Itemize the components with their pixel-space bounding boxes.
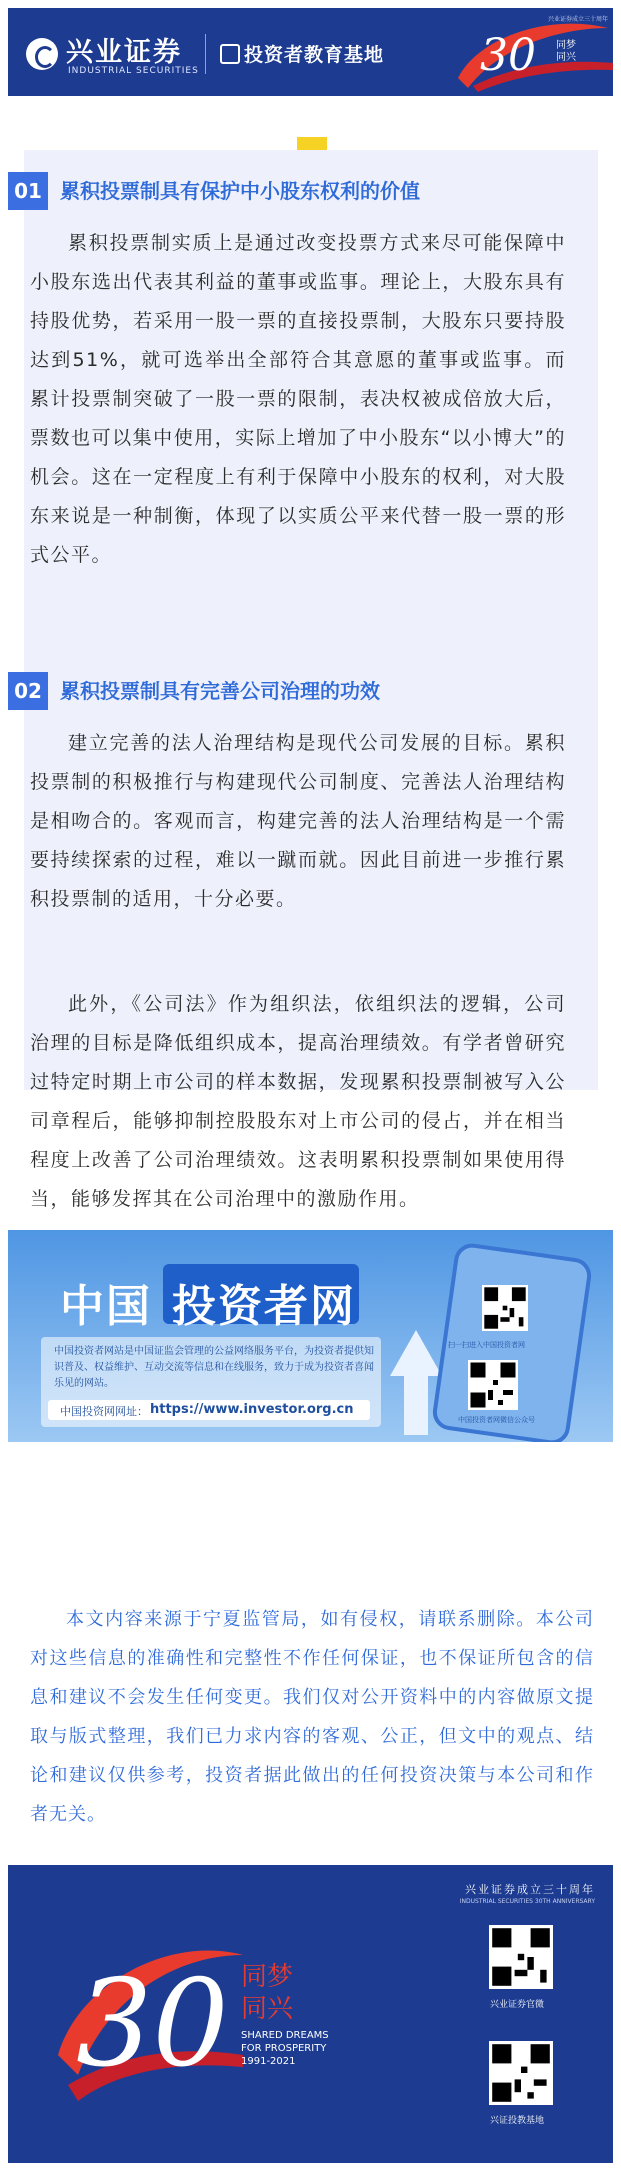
qr-code-icon: [482, 1285, 528, 1331]
investor-network-banner[interactable]: [8, 1230, 613, 1442]
section-2-paragraph-2: 此外，《公司法》作为组织法，依组织法的逻辑，公司治理的目标是降低组织成本，提高治理绩效。有学者曾研究过特定时期上市公司的样本数据，发现累积投票制被写入公司章程后，能够抑制控股股东对上市公司的侵占，并在相当程度上改善了公司治理绩效。这表明累积投票制如果使用得当，能够发挥其在公司治理中的激励作用。: [30, 993, 566, 1210]
footer-banner: [8, 1865, 613, 2163]
panel-top-marker: [297, 137, 327, 151]
qr-code-icon: [489, 2041, 553, 2105]
footer-anniversary-title: 兴业证券成立三十周年: [465, 1883, 595, 1896]
qr-caption-2: 中国投资者网微信公众号: [458, 1416, 535, 1424]
svg-text:30: 30: [76, 1955, 229, 2094]
investor-url-label: 中国投资网网址：: [60, 1405, 148, 1418]
brand-name: 兴业证券: [66, 37, 182, 68]
investor-banner-title-a: 中国: [60, 1281, 152, 1332]
growth-arrow-stem: [404, 1375, 428, 1435]
education-base-title: 投资者教育基地: [244, 44, 385, 66]
section-1-paragraph: 累积投票制实质上是通过改变投票方式来尽可能保障中小股东选出代表其利益的董事或监事。理论上，大股东具有持股优势，若采用一股一票的直接投票制，大股东只要持股达到51%，就可选举出全部符合其意愿的董事或监事。而累计投票制突破了一股一票的限制，表决权被成倍放大后，票数也可以集中使用，实际上增加了中小股东“以小博大”的机会。这在一定程度上有利于保障中小股东的权利，对大股东来说是一种制衡，体现了以实质公平来代替一股一票的形式公平。: [30, 232, 566, 566]
investor-banner-title-b: 投资者网: [172, 1281, 356, 1332]
investor-url-link[interactable]: https://www.investor.org.cn: [150, 1402, 354, 1417]
anniversary-dreams-small: 同梦 同兴: [556, 40, 576, 63]
section-2-number: 02: [8, 672, 48, 710]
section-1-number: 01: [8, 172, 48, 210]
footer-qr-caption-b: 兴证投教基地: [490, 2116, 545, 2126]
footer-qr-caption-a: 兴业证券官微: [490, 2000, 545, 2010]
section-2-title: 累积投票制具有完善公司治理的功效: [60, 679, 380, 703]
section-2-paragraph-1: 建立完善的法人治理结构是现代公司发展的目标。累积投票制的积极推行与构建现代公司制度、完善法人治理结构是相吻合的。客观而言，构建完善的法人治理结构是一个需要持续探索的过程，难以一蹴而就。因此目前进一步推行累积投票制的适用，十分必要。: [30, 732, 566, 910]
brand-name-en: INDUSTRIAL SECURITIES: [68, 66, 199, 76]
footer-dreams-en: SHARED DREAMS FOR PROSPERITY 1991-2021: [241, 2030, 329, 2067]
growth-arrow-icon: [390, 1330, 442, 1376]
company-logo-icon: [26, 38, 58, 70]
qr-code-icon: [489, 1925, 553, 1989]
header-banner: [8, 8, 613, 96]
qr-code-icon: [468, 1360, 518, 1410]
section-1-title: 累积投票制具有保护中小股东权利的价值: [60, 179, 420, 203]
header-divider: [205, 34, 206, 74]
footer-dreams-cn: 同梦 同兴: [241, 1962, 294, 2024]
footer-30-emblem: [38, 1905, 248, 2125]
investor-banner-description: 中国投资者网站是中国证监会管理的公益网络服务平台，为投资者提供知识普及、权益维护、互动交流等信息和在线服务，致力于成为投资者喜闻乐见的网站。: [54, 1346, 374, 1389]
disclaimer-text: 本文内容来源于宁夏监管局，如有侵权，请联系删除。本公司对这些信息的准确性和完整性不作任何保证，也不保证所包含的信息和建议不会发生任何变更。我们仅对公开资料中的内容做原文提取与版式整理，我们已力求内容的客观、公正，但文中的观点、结论和建议仅供参考，投资者据此做出的任何投资决策与本公司和作者无关。: [30, 1609, 594, 1825]
education-cap-icon: [220, 44, 240, 64]
anniversary-caption-small: 兴业证券成立三十周年: [548, 16, 609, 23]
svg-text:30: 30: [480, 30, 536, 81]
qr-caption-1: 扫一扫进入中国投资者网: [448, 1341, 525, 1349]
footer-anniversary-en: INDUSTRIAL SECURITIES 30TH ANNIVERSARY: [459, 1898, 595, 1905]
